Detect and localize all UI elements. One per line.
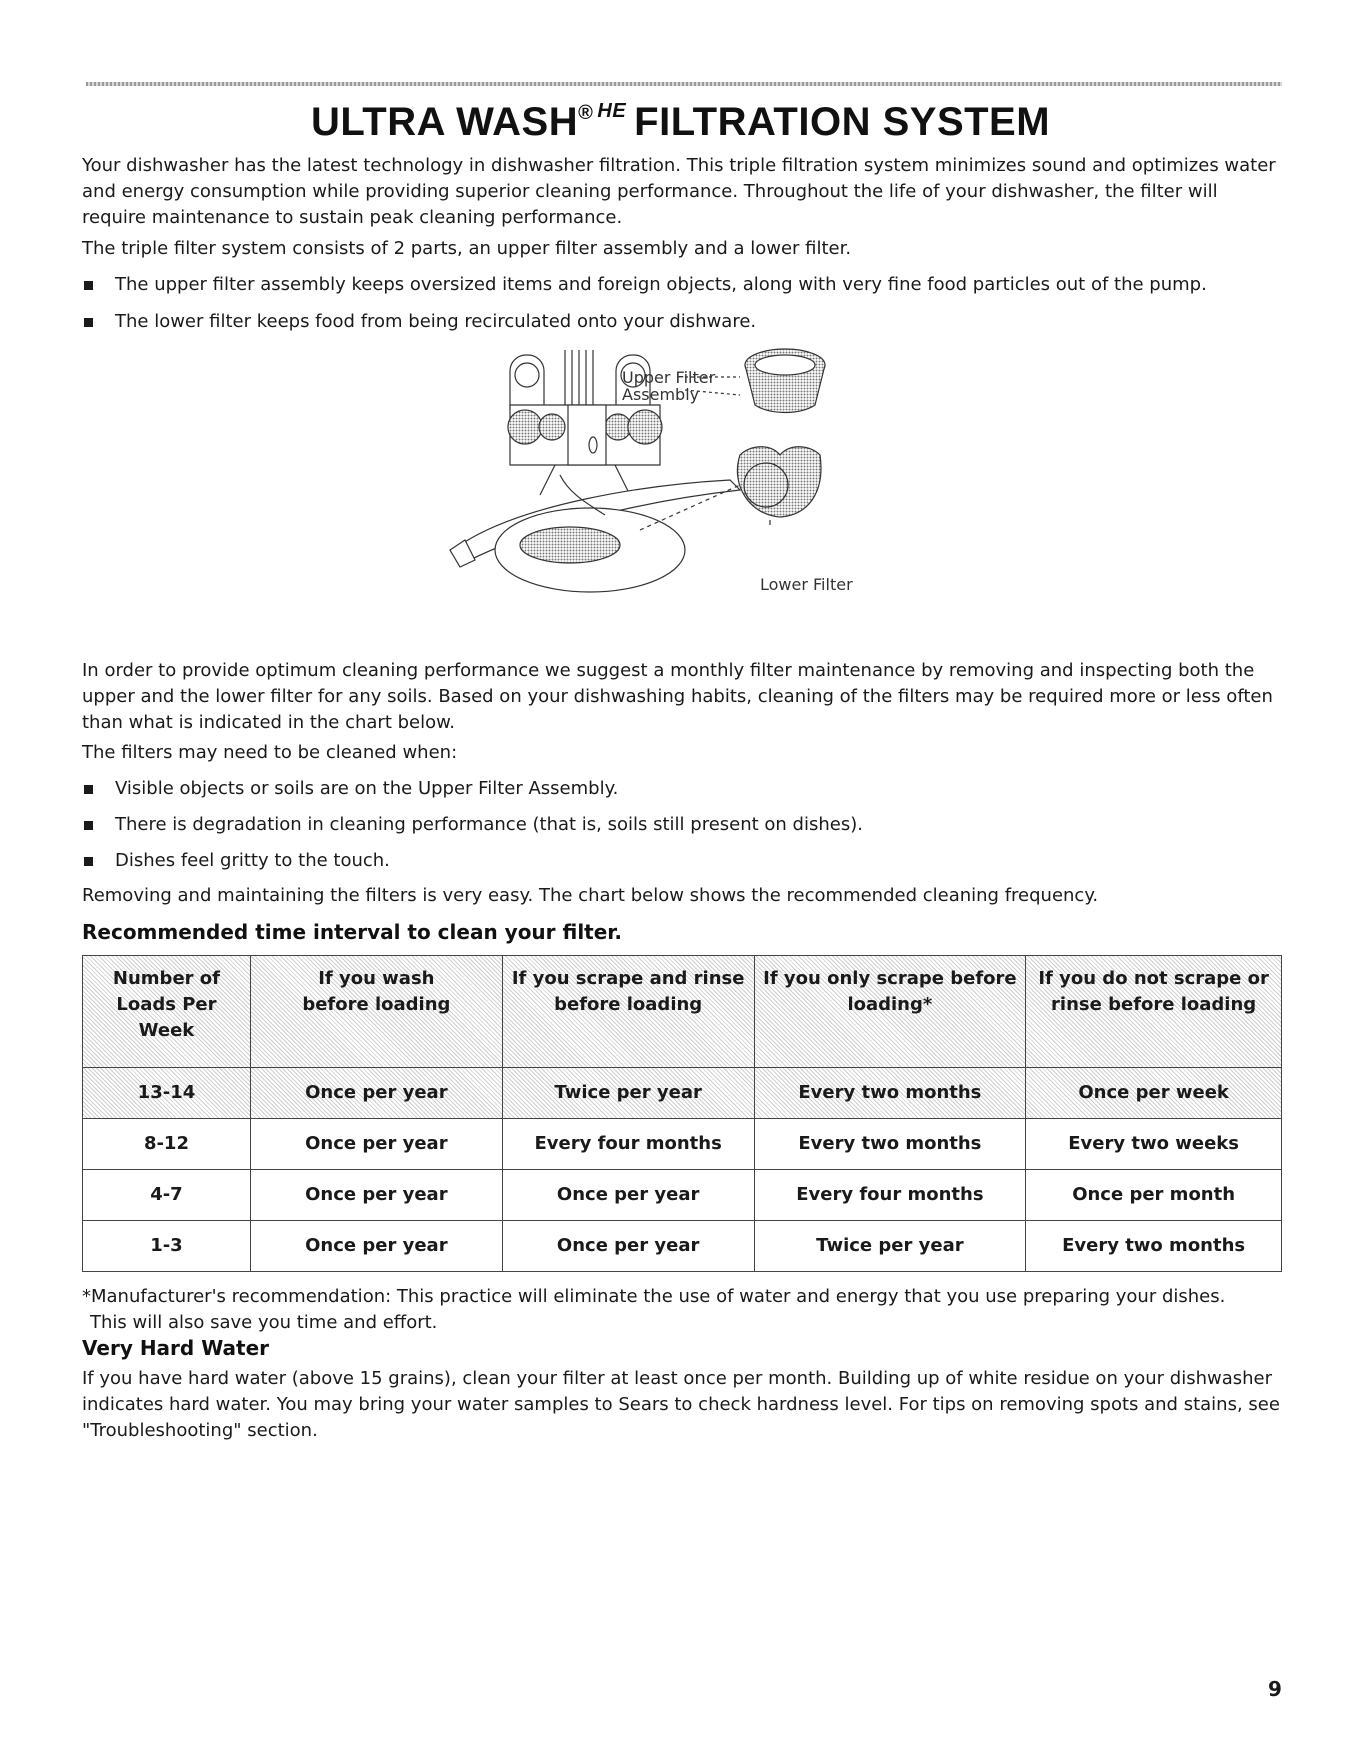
table-row: 8-12 Once per year Every four months Every two months Every two weeks (83, 1119, 1282, 1170)
header-cell: If you only scrape before loading* (754, 956, 1026, 1068)
header-cell: If you wash before loading (250, 956, 502, 1068)
bullet-square-icon (84, 281, 93, 290)
bullet-square-icon (84, 318, 93, 327)
registered-mark: ® (578, 102, 594, 124)
he-mark: HE (597, 100, 627, 122)
page-number: 9 (1268, 1677, 1282, 1701)
header-cell: If you do not scrape or rinse before loading (1026, 956, 1282, 1068)
bullet-square-icon (84, 857, 93, 866)
top-rule (86, 82, 1282, 86)
footnote: *Manufacturer's recommendation: This practice will eliminate the use of water and energy that you use preparing your dishes. (82, 1286, 1226, 1307)
intro-paragraph: Your dishwasher has the latest technology in dishwasher filtration. This triple filtration system minimizes sound and optimizes water and energy consumption while providing superior cleaning performance. Throughout the life of your dishwasher, the filter will require maintenance to sustain peak cleaning performance. (82, 155, 1276, 228)
removing-paragraph: Removing and maintaining the filters is very easy. The chart below shows the recommended cleaning frequency. (82, 885, 1099, 906)
bullet-square-icon (84, 785, 93, 794)
table-heading: Recommended time interval to clean your filter. (82, 920, 622, 944)
table-row: 1-3 Once per year Once per year Twice per year Every two months (83, 1221, 1282, 1272)
header-cell: Number of Loads Per Week (83, 956, 251, 1068)
cleaning-frequency-table (82, 955, 1282, 1272)
title-rest: FILTRATION SYSTEM (634, 100, 1051, 144)
table-row: 4-7 Once per year Once per year Every four months Once per month (83, 1170, 1282, 1221)
table-header-row (83, 956, 1282, 1068)
lower-filter-label: Lower Filter (760, 575, 853, 594)
header-cell: If you scrape and rinse before loading (502, 956, 754, 1068)
maintenance-paragraph: In order to provide optimum cleaning performance we suggest a monthly filter maintenance by removing and inspecting both the upper and the lower filter for any soils. Based on your dishwashing habits, cleaning of the filters may be required more or less often than what is indicated in the chart below. (82, 660, 1273, 733)
page-title (0, 100, 1361, 145)
table-row: 13-14 Once per year Twice per year Every two months Once per week (83, 1068, 1282, 1119)
bullet-square-icon (84, 821, 93, 830)
hard-water-paragraph: If you have hard water (above 15 grains), clean your filter at least once per month. Building up of white residue on your dishwasher indicates hard water. You may bring your water samples to Sears to check hardness level. For tips on removing spots and stains, see "Troubleshooting" section. (82, 1368, 1280, 1441)
parts-paragraph: The triple filter system consists of 2 parts, an upper filter assembly and a lower filter. (82, 238, 852, 259)
hard-water-heading: Very Hard Water (82, 1336, 270, 1360)
title-main: ULTRA WASH (310, 100, 579, 144)
when-paragraph: The filters may need to be cleaned when: (82, 742, 458, 763)
footnote-continued: This will also save you time and effort. (90, 1312, 438, 1333)
upper-filter-label: Upper Filter Assembly (622, 368, 716, 404)
filter-diagram (440, 345, 920, 605)
